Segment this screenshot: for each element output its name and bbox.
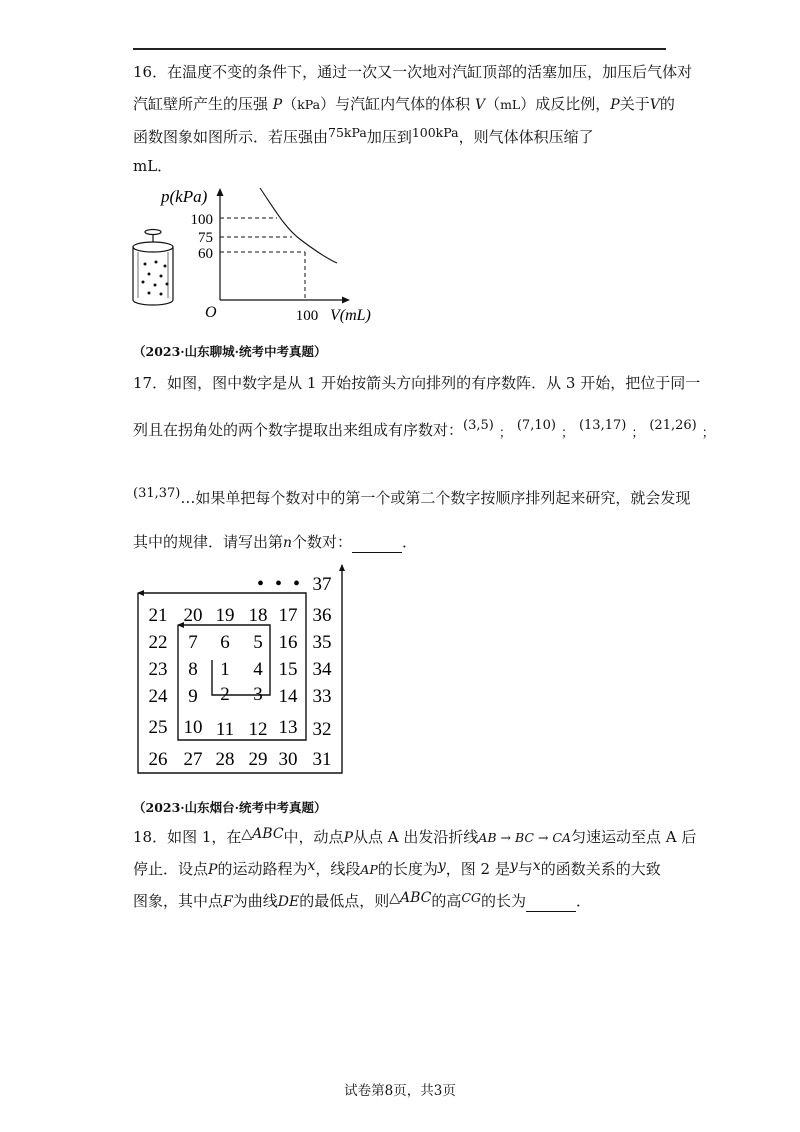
separator: ； xyxy=(631,426,645,441)
q18-text: ． xyxy=(575,892,591,910)
q18-text: 的运动路程为 xyxy=(217,860,308,878)
q18-text: 的长度为 xyxy=(377,860,438,878)
spiral-num: 15 xyxy=(278,659,298,680)
q17-text: 个数对： xyxy=(292,533,353,551)
answer-blank[interactable] xyxy=(352,538,402,553)
spiral-num: 21 xyxy=(148,605,168,626)
pair-4: (21,26) xyxy=(649,418,697,433)
q17-line-4 xyxy=(133,532,417,553)
q18-text: ，图 2 是 xyxy=(445,860,510,878)
symbol-x: x xyxy=(532,858,541,874)
symbol-P: P xyxy=(610,97,620,113)
q18-line-3 xyxy=(133,891,591,912)
symbol-y: y xyxy=(509,858,518,874)
separator: ； xyxy=(498,426,512,441)
spiral-num: 5 xyxy=(253,632,263,653)
q17-text: 列且在拐角处的两个数字提取出来组成有序数对： xyxy=(133,421,464,439)
spiral-num: 14 xyxy=(278,686,298,707)
curve-de: DE xyxy=(277,894,300,910)
q18-text: 中，动点 xyxy=(283,828,344,846)
spiral-row-3 xyxy=(149,659,333,680)
page-footer: 试卷第8页，共3页 xyxy=(344,1083,456,1099)
segment-ap: AP xyxy=(360,862,378,877)
spiral-num: 31 xyxy=(312,749,332,770)
q16-text-1: 16．在温度不变的条件下，通过一次又一次地对汽缸顶部的活塞加压，加压后气体对 xyxy=(133,63,693,81)
x-tick-100: 100 xyxy=(295,308,319,324)
spiral-num: 1 xyxy=(220,659,230,680)
value-75kpa: 75kPa xyxy=(328,125,367,140)
symbol-P: P xyxy=(272,97,283,113)
symbol-y: y xyxy=(437,858,446,874)
q16-figure xyxy=(125,180,395,330)
q18-text: 为曲线 xyxy=(232,892,278,910)
pair-3: (13,17) xyxy=(578,418,627,433)
origin-label: O xyxy=(205,304,217,321)
q18-text: 18．如图 1，在 xyxy=(133,828,242,846)
symbol-V: V xyxy=(649,97,660,113)
triangle-abc: △ABC xyxy=(241,826,284,842)
q16-line-4 xyxy=(133,156,172,176)
symbol-P: P xyxy=(208,862,218,878)
spiral-num: 29 xyxy=(248,749,268,770)
spiral-num-37: 37 xyxy=(312,574,332,595)
spiral-row-1 xyxy=(149,605,332,626)
spiral-ellipsis: • • • xyxy=(257,573,304,595)
q18-text: ，线段 xyxy=(315,860,361,878)
q18-text: 停止．设点 xyxy=(133,860,209,878)
q16-text: 汽缸壁所产生的压强 xyxy=(133,95,269,113)
q18-text: 的最低点，则 xyxy=(299,892,390,910)
top-rule xyxy=(133,48,666,50)
spiral-num: 3 xyxy=(253,684,263,705)
q17-line-3 xyxy=(133,488,690,510)
spiral-num: 32 xyxy=(312,719,332,740)
spiral-num: 22 xyxy=(148,632,168,653)
separator: ； xyxy=(701,426,715,441)
spiral-num: 8 xyxy=(188,659,198,680)
q18-text: 从点 A 出发沿折线 xyxy=(352,828,479,846)
spiral-num: 10 xyxy=(183,717,203,738)
spiral-num: 18 xyxy=(248,605,268,626)
segment-cg: CG xyxy=(461,890,481,905)
q18-text: 的函数关系的大致 xyxy=(540,860,661,878)
spiral-num: 11 xyxy=(215,719,235,740)
pair-2: (7,10) xyxy=(516,418,556,433)
spiral-num: 27 xyxy=(183,749,203,770)
q16-text: 成反比例， xyxy=(535,95,611,113)
spiral-num: 30 xyxy=(278,749,298,770)
spiral-num: 19 xyxy=(215,605,235,626)
q18-text: 的长为 xyxy=(480,892,526,910)
q17-text: …如果单把每个数对中的第一个或第二个数字按顺序排列起来研究，就会发现 xyxy=(180,489,691,507)
unit-ml: mL xyxy=(500,97,521,112)
spiral-num: 20 xyxy=(183,605,203,626)
spiral-num: 28 xyxy=(215,749,235,770)
q16-text: 的 xyxy=(659,95,675,113)
x-axis-label: V(mL) xyxy=(330,307,371,324)
spiral-num: 34 xyxy=(312,659,332,680)
spiral-num: 23 xyxy=(148,659,168,680)
q17-text: 其中的规律．请写出第 xyxy=(133,533,284,551)
spiral-num: 6 xyxy=(220,632,230,653)
spiral-num: 7 xyxy=(188,632,198,653)
q17-line-1 xyxy=(133,373,700,393)
q18-text: 的高 xyxy=(431,892,462,910)
cylinder-icon xyxy=(133,230,173,306)
q18-text: 与 xyxy=(517,860,533,878)
spiral-path xyxy=(138,565,342,773)
q16-text: 函数图象如图所示．若压强由 xyxy=(133,128,329,146)
q18-text: 图象，其中点 xyxy=(133,892,224,910)
spiral-num: 12 xyxy=(248,719,268,740)
q16-line-2: 汽缸壁所产生的压强 P（kPa）与汽缸内气体的体积 V（mL）成反比例，P关于V的 xyxy=(133,95,675,113)
spiral-num: 24 xyxy=(148,686,168,707)
spiral-num: 9 xyxy=(188,686,198,707)
symbol-V: V xyxy=(474,97,486,113)
spiral-num: 35 xyxy=(312,632,332,653)
spiral-num: 4 xyxy=(253,659,263,680)
q17-line-2 xyxy=(133,420,720,442)
spiral-num: 26 xyxy=(148,749,168,770)
q16-text: ，则气体体积压缩了 xyxy=(458,128,594,146)
spiral-num: 36 xyxy=(312,605,332,626)
spiral-num: 33 xyxy=(312,686,332,707)
graph-axes xyxy=(217,188,351,304)
spiral-num: 17 xyxy=(278,605,298,626)
symbol-n: n xyxy=(283,535,293,551)
value-100kpa: 100kPa xyxy=(411,125,459,140)
y-axis-label: p(kPa) xyxy=(161,187,208,206)
symbol-F: F xyxy=(223,894,233,910)
q17-source: （2023·山东烟台·统考中考真题） xyxy=(133,800,327,815)
q16-text: 关于 xyxy=(619,95,650,113)
q16-source: （2023·山东聊城·统考中考真题） xyxy=(133,344,327,359)
y-tick-75: 75 xyxy=(198,230,213,246)
q17-spiral-figure xyxy=(130,560,355,780)
spiral-row-6 xyxy=(149,749,332,770)
spiral-num: 13 xyxy=(278,717,298,738)
q18-text: 匀速运动至点 A 后 xyxy=(571,828,697,846)
q18-line-1 xyxy=(133,827,696,848)
separator: ； xyxy=(560,426,574,441)
symbol-P: P xyxy=(343,830,353,846)
spiral-row-5 xyxy=(149,717,332,740)
pair-5: (31,37) xyxy=(133,486,181,501)
dashed-guides xyxy=(220,218,305,300)
unit-kpa: kPa xyxy=(297,97,321,112)
pair-1: (3,5) xyxy=(463,418,494,433)
q16-answer-unit: mL． xyxy=(133,157,173,175)
answer-blank[interactable] xyxy=(526,897,576,912)
triangle-abc: △ABC xyxy=(389,890,432,906)
y-tick-60: 60 xyxy=(198,246,213,262)
spiral-num: 16 xyxy=(278,632,298,653)
spiral-num: 25 xyxy=(148,717,168,738)
path-ab-bc-ca: AB → BC → CA xyxy=(478,830,571,845)
q17-text: 17．如图，图中数字是从 1 开始按箭头方向排列的有序数阵．从 3 开始，把位于同一 xyxy=(133,374,701,392)
q17-text: ． xyxy=(402,533,418,551)
y-tick-100: 100 xyxy=(190,212,213,228)
q16-text: 与汽缸内气体的体积 xyxy=(335,95,471,113)
q16-line-3 xyxy=(133,127,594,148)
spiral-row-2 xyxy=(149,632,332,653)
q16-text: 加压到 xyxy=(366,128,412,146)
spiral-num: 2 xyxy=(220,684,230,705)
q18-line-2 xyxy=(133,859,661,880)
symbol-x: x xyxy=(307,858,316,874)
q16-line-1 xyxy=(133,62,692,82)
gas-particles xyxy=(142,261,169,296)
